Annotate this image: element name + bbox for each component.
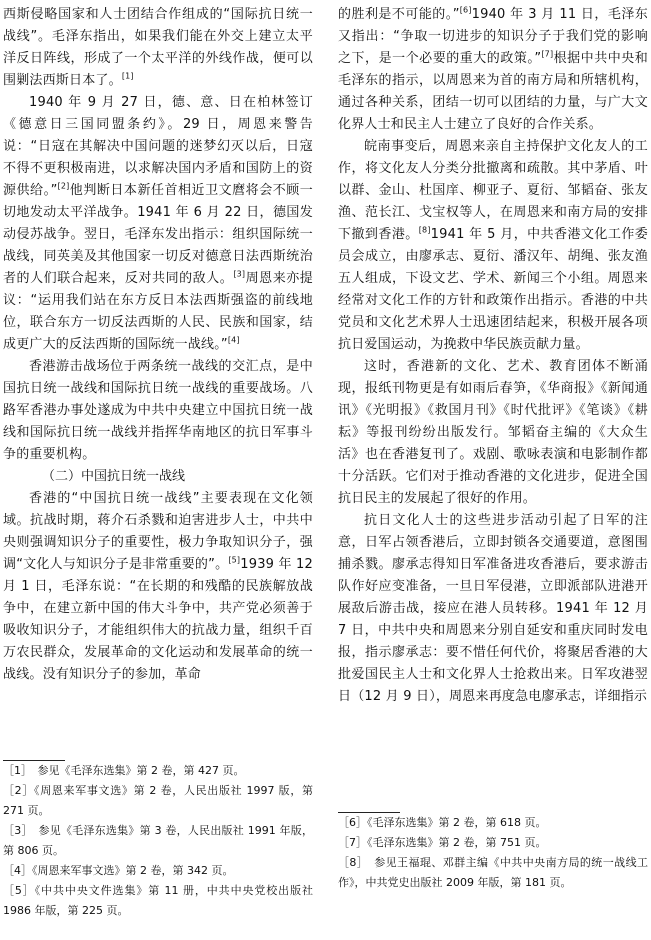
paragraph-text: 1941 年 5 月，中共香港文化工作委员会成立，由廖承志、夏衍、潘汉年、胡绳、张友渔五人组成，下设文艺、学术、新闻三个小组。周恩来经常对文化工作的方针和政策作出指示。香港的中共党员和文化艺术界人士迅速团结起来，积极开展各项抗日爱国运动，为挽救中华民族贡献力量。 — [338, 227, 648, 352]
footnote: ［3］ 参见《毛泽东选集》第 3 卷，人民出版社 1991 年版，第 806 页。 — [3, 824, 313, 857]
paragraph-text: 1940 年 3 月 11 日，毛泽东又指出：“争取一切进步的知识分子于我们党的影响之下，是一个必要的重大的政策。” — [338, 7, 648, 66]
footnote-ref[interactable]: [7] — [541, 49, 554, 59]
footnote-ref[interactable]: [6] — [459, 5, 472, 15]
paragraph-text: 西斯侵略国家和人士团结合作组成的“国际抗日统一战线”。毛泽东指出，如果我们能在外交上建立太平洋反日阵线，形成了一个太平洋的外线作战，便可以围剿法西斯日本了。 — [3, 7, 313, 88]
footnotes-left — [3, 760, 313, 921]
paragraph — [338, 4, 648, 136]
paragraph-text: 这时，香港新的文化、艺术、教育团体不断涌现，报纸刊物更是有如雨后春笋，《华商报》《新闻通讯》《光明报》《救国月刊》《时代批评》《笔谈》《耕耘》等报刊纷纷出版发行。邹韬奋主编的《大众生活》也在香港复刊了。戏剧、歌咏表演和电影制作都十分活跃。它们对于推动香港的文化进步，促进全国抗日民主的发展起了很好的作用。 — [338, 359, 648, 506]
footnote-ref[interactable]: [2] — [57, 181, 70, 191]
footnote: ［8］ 参见王福琨、邓群主编《中共中央南方局的统一战线工作》，中共党史出版社 2009 年版，第 181 页。 — [338, 856, 648, 889]
paragraph-text: 1939 年 12 月 1 日，毛泽东说：“在长期的和残酷的民族解放战争中，在建立新中国的伟大斗争中，共产党必须善于吸收知识分子，才能组织伟大的抗战力量，组织千百万农民群众，发展革命的文化运动和发展革命的统一战线。没有知识分子的参加，革命 — [3, 557, 313, 682]
paragraph — [338, 510, 648, 708]
footnote: ［1］ 参见《毛泽东选集》第 2 卷，第 427 页。 — [3, 764, 245, 777]
paragraph — [3, 356, 313, 466]
footnote: ［2］《周恩来军事文选》第 2 卷，人民出版社 1997 版，第 271 页。 — [3, 784, 313, 817]
footnote-ref[interactable]: [1] — [121, 71, 134, 81]
paragraph-text: 皖南事变后，周恩来亲自主持保护文化友人的工作，将文化友人分类分批撤离和疏散。其中茅盾、叶以群、金山、杜国庠、柳亚子、夏衍、邹韬奋、张友渔、范长江、戈宝权等人，在周恩来和南方局的安排下撤到香港。 — [338, 139, 648, 242]
footnote-ref[interactable]: [5] — [228, 555, 241, 565]
section-heading: （二）中国抗日统一战线 — [42, 469, 186, 484]
footnote-ref[interactable]: [4] — [227, 335, 240, 345]
paragraph — [3, 4, 313, 92]
footnote: ［5］《中共中央文件选集》第 11 册，中共中央党校出版社 1986 年版，第 225 页。 — [3, 884, 313, 917]
paragraph — [3, 92, 313, 356]
left-text-column — [3, 4, 313, 686]
paragraph-text: 1940 年 9 月 27 日，德、意、日在柏林签订《德意日三国同盟条约》。29 日，周恩来警告说：“日寇在其解决中国问题的迷梦幻灭以后，日寇不得不更积极南进，以求解决国内矛盾和国防上的资源供给。” — [3, 95, 313, 198]
paragraph-text: 根据中共中央和毛泽东的指示，以周恩来为首的南方局和所辖机构，通过各种关系，团结一切可以团结的力量，与广大文化界人士和民主人士建立了良好的合作关系。 — [338, 51, 648, 132]
paragraph-text: 香港游击战场位于两条统一战线的交汇点，是中国抗日统一战线和国际抗日统一战线的重要战场。八路军香港办事处遂成为中共中央建立中国抗日统一战线和国际抗日统一战线并指挥华南地区的抗日军事斗争的重要机构。 — [3, 359, 313, 462]
footnote: ［6］《毛泽东选集》第 2 卷，第 618 页。 — [338, 816, 547, 829]
paragraph-text: 他判断日本新任首相近卫文麿将会不顾一切地发动太平洋战争。1941 年 6 月 22 日，德国发动侵苏战争。翌日，毛泽东发出指示：组织国际统一战线，同英美及其他国家一切反对德意日法西斯统治者的人们联合起来，反对共同的敌人。 — [3, 183, 313, 286]
paragraph — [338, 356, 648, 510]
paragraph — [338, 136, 648, 356]
paragraph — [3, 488, 313, 686]
footnote: ［4］《周恩来军事文选》第 2 卷，第 342 页。 — [3, 864, 234, 877]
paragraph-text: 香港的“中国抗日统一战线”主要表现在文化领域。抗战时期，蒋介石杀戮和迫害进步人士，中共中央则强调知识分子的重要性，极力争取知识分子，强调“文化人与知识分子是非常重要的”。 — [3, 491, 313, 572]
paragraph-text: 抗日文化人士的这些进步活动引起了日军的注意，日军占领香港后，立即封锁各交通要道，意图围捕杀戮。廖承志得知日军准备进攻香港后，要求游击队作好应变准备，一旦日军侵港，立即派部队进港开展敌后游击战，接应在港人员转移。1941 年 12 月 7 日，中共中央和周恩来分别自延安和重庆同时发电报，指示廖承志：要不惜任何代价，将聚居香港的大批爱国民主人士和文化界人士抢救出来。日军攻港翌日（12 月 9 日），周恩来再度急电廖承志，详细指示 — [338, 513, 648, 704]
footnotes-right — [338, 812, 648, 893]
footnote-ref[interactable]: [8] — [418, 225, 431, 235]
paragraph-text: 周恩来亦提议：“运用我们站在东方反日本法西斯强盗的前线地位，联合东方一切反法西斯的人民、民族和国家，结成更广大的反法西斯的国际统一战线。” — [3, 271, 313, 352]
footnote: ［7］《毛泽东选集》第 2 卷，第 751 页。 — [338, 836, 547, 849]
footnote-ref[interactable]: [3] — [233, 269, 246, 279]
paragraph-text: 的胜利是不可能的。” — [338, 7, 460, 22]
right-text-column — [338, 4, 648, 708]
